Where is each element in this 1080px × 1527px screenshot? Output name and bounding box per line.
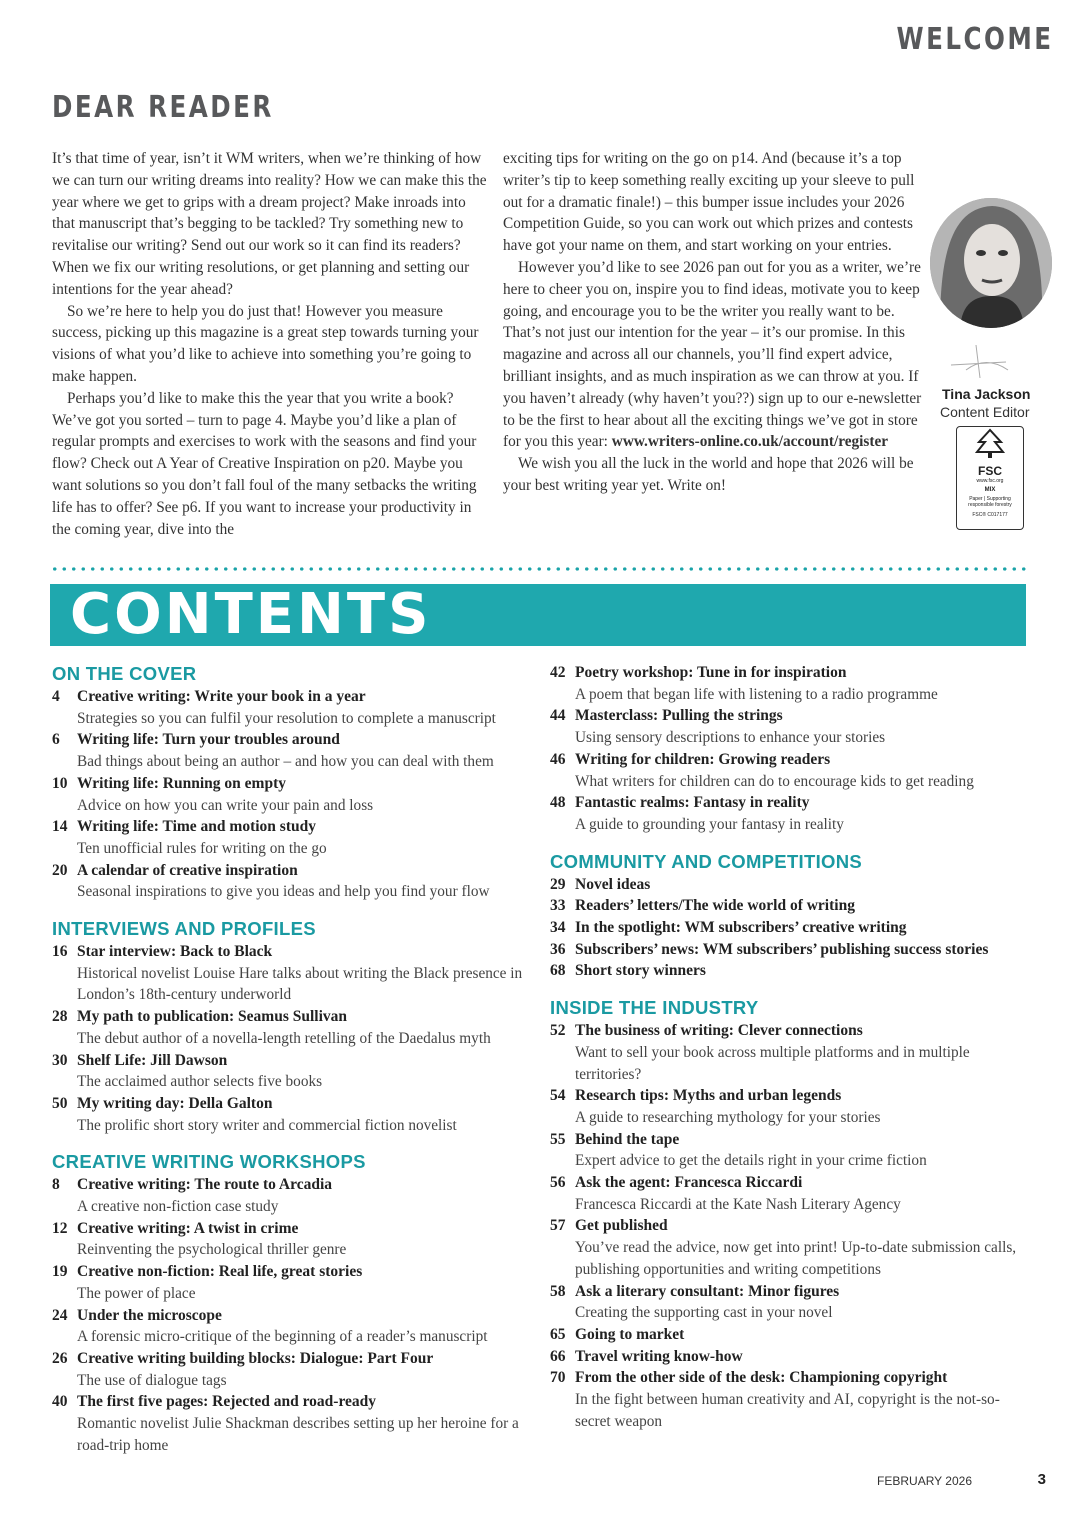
toc-entry-title: Get published <box>575 1217 668 1235</box>
toc-page-number: 40 <box>52 1393 68 1411</box>
editor-name: Tina Jackson <box>942 386 1031 402</box>
toc-page-number: 70 <box>550 1369 566 1387</box>
toc-entry[interactable] <box>550 1172 1030 1215</box>
toc-entry-title: Writing for children: Growing readers <box>575 750 831 768</box>
toc-entry[interactable] <box>52 1093 532 1136</box>
toc-entry-description: A guide to researching mythology for your stories <box>575 1108 881 1126</box>
toc-entry-title: Shelf Life: Jill Dawson <box>77 1051 228 1069</box>
letter-column-1 <box>52 148 492 540</box>
fsc-site: www.fsc.org <box>976 478 1004 484</box>
toc-entry[interactable] <box>550 1324 1030 1346</box>
fsc-mix: MIX <box>984 487 996 493</box>
fsc-text: Paper | Supporting responsible forestry <box>968 496 1012 508</box>
toc-entry[interactable] <box>52 1006 532 1049</box>
section-label: WELCOME <box>896 22 1054 57</box>
dotted-divider <box>50 566 1028 572</box>
toc-entry-title: From the other side of the desk: Championing copyright <box>575 1369 948 1387</box>
fsc-code: FSC® C017177 <box>972 512 1008 518</box>
toc-entry[interactable] <box>550 705 1030 748</box>
toc-entry-description: Want to sell your book across multiple platforms and in multiple territories? <box>575 1043 970 1083</box>
editor-photo <box>930 198 1052 328</box>
issue-date: FEBRUARY 2026 <box>877 1474 972 1488</box>
toc-entry-description: In the fight between human creativity and AI, copyright is the not-so-secret weapon <box>575 1391 1000 1430</box>
toc-entry[interactable] <box>52 729 532 772</box>
toc-entry[interactable] <box>550 1020 1030 1085</box>
toc-entry-description: Romantic novelist Julie Shackman describes setting up her heroine for a road-trip home <box>77 1415 519 1454</box>
toc-entry[interactable] <box>52 1348 532 1391</box>
toc-entry-title: A calendar of creative inspiration <box>77 861 298 879</box>
toc-entry-description: Reinventing the psychological thriller genre <box>77 1241 347 1259</box>
register-link[interactable]: www.writers-online.co.uk/account/register <box>611 433 889 451</box>
toc-page-number: 14 <box>52 818 68 836</box>
toc-entry[interactable] <box>550 792 1030 835</box>
toc-entry-description: The power of place <box>77 1284 196 1302</box>
toc-entry-title: Novel ideas <box>575 875 651 893</box>
toc-entry[interactable] <box>52 1218 532 1261</box>
toc-page-number: 42 <box>550 664 566 681</box>
toc-section-heading: ON THE COVER <box>52 663 197 684</box>
toc-entry[interactable] <box>550 1367 1030 1432</box>
toc-entry[interactable] <box>52 1050 532 1093</box>
toc-entry[interactable] <box>550 895 1030 917</box>
toc-page-number: 8 <box>52 1176 60 1194</box>
toc-entry-description: Advice on how you can write your pain and loss <box>77 796 374 814</box>
toc-entry-title: My writing day: Della Galton <box>77 1094 273 1112</box>
toc-entry-description: A forensic micro-critique of the beginning of a reader’s manuscript <box>77 1328 488 1346</box>
toc-entry[interactable] <box>52 1174 532 1217</box>
fsc-tree-icon <box>973 427 1007 459</box>
toc-entry-title: Short story winners <box>575 962 706 980</box>
toc-entry-description: Francesca Riccardi at the Kate Nash Literary Agency <box>575 1195 901 1213</box>
toc-page-number: 29 <box>550 875 566 893</box>
toc-entry-title: Creative writing building blocks: Dialogue: Part Four <box>77 1349 434 1367</box>
toc-page-number: 16 <box>52 943 68 961</box>
toc-entry-title: Writing life: Running on empty <box>77 774 286 792</box>
toc-entry[interactable] <box>52 1261 532 1304</box>
toc-page-number: 24 <box>52 1306 68 1324</box>
toc-entry-description: Seasonal inspirations to give you ideas and help you find your flow <box>77 883 490 901</box>
toc-entry-title: Creative writing: A twist in crime <box>77 1219 299 1237</box>
toc-page-number: 66 <box>550 1347 566 1365</box>
toc-entry-title: Writing life: Time and motion study <box>77 818 316 836</box>
toc-page-number: 20 <box>52 861 68 879</box>
toc-entry[interactable] <box>550 874 1030 896</box>
toc-page-number: 56 <box>550 1174 566 1192</box>
page-number: 3 <box>1037 1471 1046 1488</box>
toc-entry-title: Poetry workshop: Tune in for inspiration <box>575 664 847 681</box>
letter-paragraph: However you’d like to see 2026 pan out for you as a writer, we’re here to cheer you on, inspire you to find ideas, motivate you to keep going, and encourage you to be the writer you really want to be. That’s not just our intention for the year – it’s our promise. In this magazine and across all our channels, you’ll find expert advice, brilliant insights, and as much inspiration as we can throw at you. If you haven’t already (why haven’t you??) sign up to our e-newsletter to be the first to hear about all the exciting things we’ve got in store for you this year: www.writers-online.co.uk/account/register <box>503 258 922 451</box>
toc-entry-title: Going to market <box>575 1325 685 1343</box>
section-gap <box>550 982 1030 996</box>
toc-entry[interactable] <box>52 686 532 729</box>
section-gap <box>52 903 532 917</box>
toc-entry-description: Strategies so you can fulfil your resolution to complete a manuscript <box>77 709 496 727</box>
toc-page-number: 58 <box>550 1282 566 1300</box>
toc-entry-description: Bad things about being an author – and how you can deal with them <box>77 753 494 771</box>
toc-entry-description: A creative non-fiction case study <box>77 1198 279 1216</box>
toc-entry-title: In the spotlight: WM subscribers’ creative writing <box>575 919 907 937</box>
toc-entry[interactable] <box>52 816 532 859</box>
toc-entry-description: A guide to grounding your fantasy in reality <box>575 815 844 833</box>
toc-entry[interactable] <box>550 749 1030 792</box>
toc-page-number: 46 <box>550 750 566 768</box>
toc-entry[interactable] <box>52 941 532 1006</box>
toc-entry-title: Creative writing: The route to Arcadia <box>77 1176 333 1194</box>
signature-icon <box>946 340 1016 380</box>
editor-role: Content Editor <box>940 404 1030 420</box>
toc-entry-description: Expert advice to get the details right in your crime fiction <box>575 1152 927 1170</box>
toc-page-number: 68 <box>550 962 566 980</box>
toc-entry-description: You’ve read the advice, now get into print! Up-to-date submission calls, publishing opportunities and writing competitions <box>575 1239 1017 1278</box>
contents-title: CONTENTS <box>70 582 432 647</box>
toc-entry[interactable] <box>550 662 1030 705</box>
toc-page-number: 10 <box>52 774 68 792</box>
toc-entry-title: Creative writing: Write your book in a year <box>77 688 366 705</box>
toc-entry[interactable] <box>52 1391 532 1456</box>
toc-page-number: 44 <box>550 707 566 725</box>
toc-entry-description: Historical novelist Louise Hare talks about writing the Black presence in London’s 18th-century underworld <box>77 964 523 1004</box>
toc-page-number: 12 <box>52 1219 68 1237</box>
toc-entry-title: Behind the tape <box>575 1130 680 1148</box>
toc-entry-title: My path to publication: Seamus Sullivan <box>77 1008 348 1026</box>
toc-page-number: 54 <box>550 1087 566 1105</box>
toc-entry-title: Readers’ letters/The wide world of writing <box>575 897 855 915</box>
toc-entry-description: A poem that began life with listening to a radio programme <box>575 685 938 703</box>
toc-page-number: 48 <box>550 794 566 812</box>
toc-entry[interactable] <box>52 1305 532 1348</box>
toc-entry-title: Creative non-fiction: Real life, great stories <box>77 1263 363 1281</box>
toc-entry-title: Fantastic realms: Fantasy in reality <box>575 794 810 812</box>
letter-column-2 <box>503 148 931 497</box>
fsc-logo <box>956 426 1024 530</box>
toc-right-column <box>550 662 1030 1433</box>
toc-entry-title: Ask the agent: Francesca Riccardi <box>575 1174 803 1192</box>
toc-entry-title: Ask a literary consultant: Minor figures <box>575 1282 840 1300</box>
toc-entry[interactable] <box>52 773 532 816</box>
toc-page-number: 33 <box>550 897 566 915</box>
toc-entry-description: The use of dialogue tags <box>77 1371 227 1389</box>
toc-entry-title: Subscribers’ news: WM subscribers’ publishing success stories <box>575 940 989 958</box>
toc-entry-description: Creating the supporting cast in your novel <box>575 1304 833 1322</box>
toc-entry-title: Research tips: Myths and urban legends <box>575 1087 842 1105</box>
toc-entry-title: The business of writing: Clever connections <box>575 1022 863 1040</box>
toc-entry[interactable] <box>550 917 1030 939</box>
toc-entry[interactable] <box>52 860 532 903</box>
letter-paragraph: exciting tips for writing on the go on p14. And (because it’s a top writer’s tip to keep something really exciting up your sleeve to pull out for a dramatic finale!) – this bumper issue includes your 2026 Competition Guide, so you can work out which prizes and contests have got your name on them, and start working on your entries. <box>503 150 915 255</box>
toc-entry[interactable] <box>550 1085 1030 1128</box>
toc-page-number: 50 <box>52 1094 68 1112</box>
toc-entry-description: What writers for children can do to encourage kids to get reading <box>575 772 974 790</box>
section-gap <box>550 836 1030 850</box>
toc-page-number: 34 <box>550 919 566 937</box>
toc-entry[interactable] <box>550 1215 1030 1280</box>
toc-left-column <box>52 662 532 1457</box>
toc-entry[interactable] <box>550 1281 1030 1324</box>
toc-entry[interactable] <box>550 1346 1030 1368</box>
toc-entry-title: Under the microscope <box>77 1306 222 1324</box>
toc-page-number: 52 <box>550 1022 566 1040</box>
toc-page-number: 6 <box>52 731 60 749</box>
toc-entry[interactable] <box>550 1129 1030 1172</box>
toc-page-number: 36 <box>550 940 566 958</box>
toc-section-heading: COMMUNITY AND COMPETITIONS <box>550 850 863 872</box>
letter-paragraph: We wish you all the luck in the world and hope that 2026 will be your best writing year yet. Write on! <box>503 455 914 494</box>
toc-page-number: 65 <box>550 1325 566 1343</box>
section-gap <box>52 1136 532 1150</box>
toc-page-number: 4 <box>52 688 60 705</box>
toc-page-number: 55 <box>550 1130 566 1148</box>
letter-paragraph: So we’re here to help you do just that! However you measure success, picking up this magazine is a great step towards turning your visions of what you’d like to achieve into something you’re going to make happen. <box>52 302 479 385</box>
toc-entry-description: Ten unofficial rules for writing on the go <box>77 839 327 857</box>
letter-heading: DEAR READER <box>52 90 274 125</box>
toc-entry-title: Travel writing know-how <box>575 1347 743 1365</box>
toc-entry-description: The debut author of a novella-length retelling of the Daedalus myth <box>77 1029 491 1047</box>
toc-entry-description: Using sensory descriptions to enhance your stories <box>575 729 886 747</box>
editor-portrait-icon <box>930 198 1052 328</box>
toc-entry-description: The acclaimed author selects five books <box>77 1073 323 1091</box>
fsc-title: FSC <box>978 464 1002 478</box>
toc-entry-title: Writing life: Turn your troubles around <box>77 731 340 749</box>
toc-page-number: 57 <box>550 1217 566 1235</box>
toc-page-number: 19 <box>52 1263 68 1281</box>
toc-section-heading: INTERVIEWS AND PROFILES <box>52 918 316 940</box>
toc-entry[interactable] <box>550 960 1030 982</box>
toc-section-heading: CREATIVE WRITING WORKSHOPS <box>52 1151 366 1173</box>
letter-paragraph: Perhaps you’d like to make this the year that you write a book? We’ve got you sorted – turn to page 4. Maybe you’d like a plan of regular prompts and exercises to work with the seasons and find your flow? Check out A Year of Creative Inspiration on p20. Maybe you want solutions so you don’t fall foul of the many setbacks the writing life has to offer? See p6. If you want to increase your productivity in the coming year, dive into the <box>52 389 477 538</box>
toc-entry-title: Masterclass: Pulling the strings <box>575 707 783 725</box>
toc-entry-title: The first five pages: Rejected and road-ready <box>77 1393 377 1411</box>
toc-entry[interactable] <box>550 939 1030 961</box>
toc-entry-description: The prolific short story writer and commercial fiction novelist <box>77 1116 457 1134</box>
toc-page-number: 26 <box>52 1349 68 1367</box>
toc-page-number: 30 <box>52 1051 68 1069</box>
toc-entry-title: Star interview: Back to Black <box>77 943 273 961</box>
toc-page-number: 28 <box>52 1008 68 1026</box>
toc-section-heading: INSIDE THE INDUSTRY <box>550 997 759 1019</box>
letter-paragraph: It’s that time of year, isn’t it WM writers, when we’re thinking of how we can turn our writing dreams into reality? How we can make this the year where we get to grips with a dream project? Make inroads into that manuscript that’s begging to be tackled? Try something new to revitalise our writing? Send out our work so it can find its readers? When we fix our writing resolutions, or get planning and setting our intentions for the year ahead? <box>52 150 487 298</box>
